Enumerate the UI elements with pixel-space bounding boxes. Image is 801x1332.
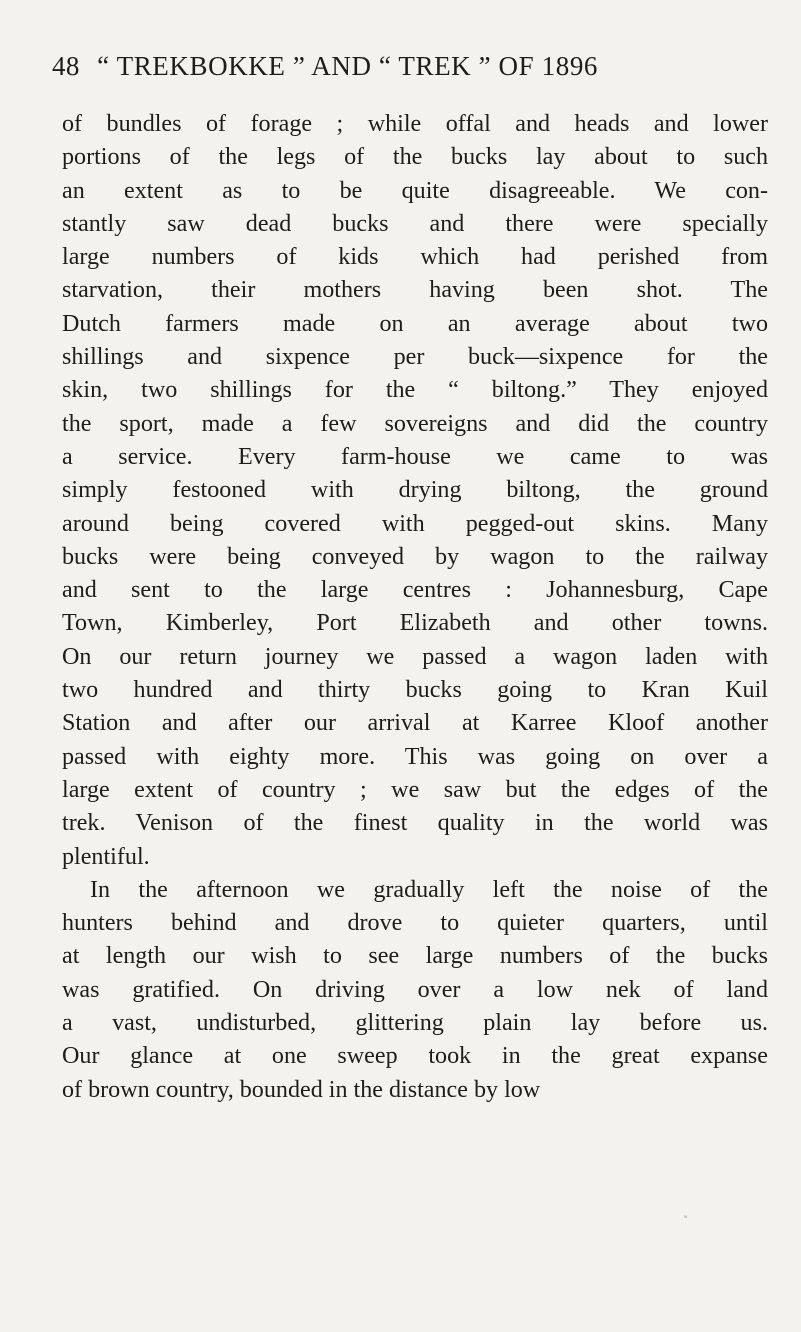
- text-line: starvation, their mothers having been shot. The: [62, 277, 768, 304]
- text-line: and sent to the large centres : Johannesburg, Cape: [62, 577, 768, 604]
- text-line: Station and after our arrival at Karree Kloof another: [62, 710, 768, 737]
- text-line: large numbers of kids which had perished from: [62, 244, 768, 271]
- text-line: stantly saw dead bucks and there were specially: [62, 210, 768, 237]
- page-header: [52, 44, 764, 88]
- text-line: In the afternoon we gradually left the noise of the: [90, 876, 768, 903]
- text-line: simply festooned with drying biltong, the ground: [62, 477, 768, 504]
- stray-mark: ʷ: [684, 1213, 688, 1222]
- text-line: bucks were being conveyed by wagon to the railway: [62, 543, 768, 570]
- text-line: a service. Every farm-house we came to was: [62, 443, 768, 470]
- text-line: skin, two shillings for the “ biltong.” They enjoyed: [62, 377, 768, 404]
- text-line: around being covered with pegged-out skins. Many: [62, 510, 768, 537]
- text-line: two hundred and thirty bucks going to Kran Kuil: [62, 677, 768, 704]
- page-text: [62, 108, 768, 1107]
- text-line: the sport, made a few sovereigns and did the country: [62, 410, 768, 437]
- text-line: passed with eighty more. This was going on over a: [62, 743, 768, 770]
- text-line: shillings and sixpence per buck—sixpence for the: [62, 344, 768, 371]
- text-line: large extent of country ; we saw but the edges of the: [62, 776, 768, 803]
- text-line: On our return journey we passed a wagon laden with: [62, 643, 768, 670]
- text-line: portions of the legs of the bucks lay about to such: [62, 144, 768, 171]
- text-line: Dutch farmers made on an average about two: [62, 310, 768, 337]
- text-line: a vast, undisturbed, glittering plain lay before us.: [62, 1010, 768, 1037]
- text-line: of brown country, bounded in the distance by low: [62, 1076, 541, 1103]
- text-line: of bundles of forage ; while offal and heads and lower: [62, 111, 768, 137]
- text-line: Our glance at one sweep took in the great expanse: [62, 1043, 768, 1070]
- text-line: was gratified. On driving over a low nek of land: [62, 976, 768, 1003]
- text-line: plentiful.: [62, 843, 150, 870]
- text-line: hunters behind and drove to quieter quarters, until: [62, 910, 768, 937]
- text-line: Town, Kimberley, Port Elizabeth and other towns.: [62, 610, 768, 637]
- text-line: at length our wish to see large numbers of the bucks: [62, 943, 768, 970]
- text-line: trek. Venison of the finest quality in the world was: [62, 810, 768, 837]
- running-title: “ TREKBOKKE ” AND “ TREK ” OF 1896: [97, 51, 599, 81]
- text-line: an extent as to be quite disagreeable. We con-: [62, 177, 768, 204]
- page-number: 48: [52, 51, 80, 81]
